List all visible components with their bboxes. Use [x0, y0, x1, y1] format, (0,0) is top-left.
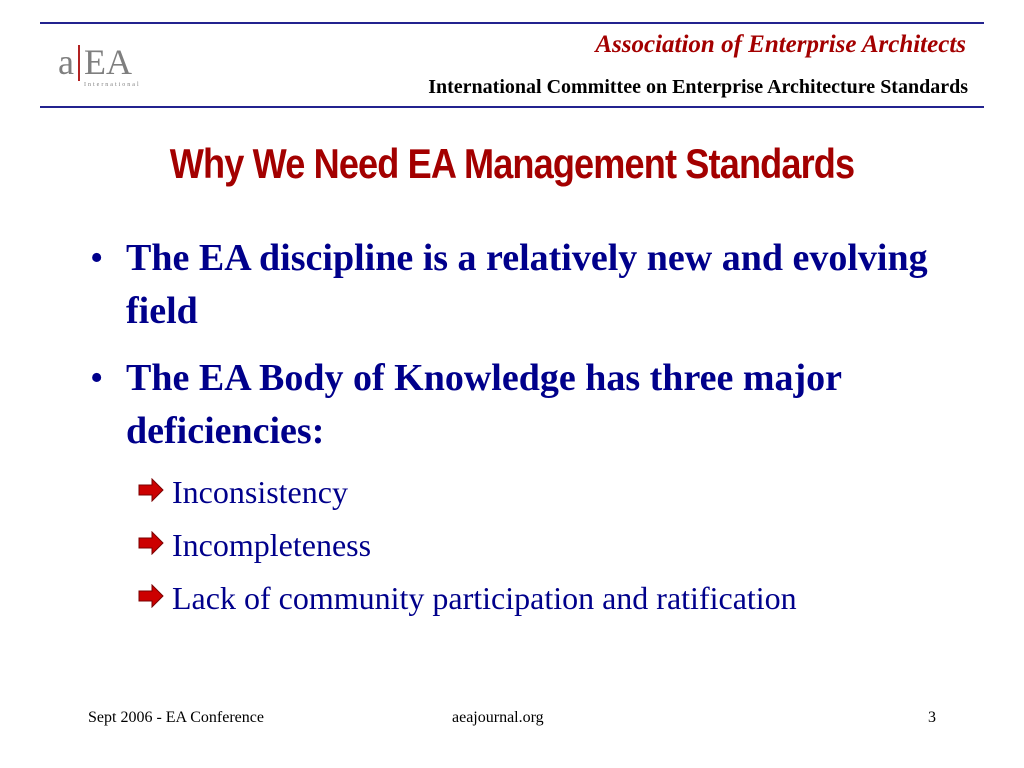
sub-bullet-item: [138, 521, 838, 569]
logo-ea-block: [84, 42, 141, 88]
logo-divider: [78, 45, 80, 81]
aea-logo: [58, 42, 141, 90]
footer-center-text: aeajournal.org: [452, 709, 544, 726]
sub-bullet-item: [138, 574, 838, 622]
red-arrow-icon: [138, 584, 164, 608]
bullet-text: The EA Body of Knowledge has three major deficiencies:: [126, 357, 842, 452]
page-number: 3: [928, 709, 936, 726]
bullet-item: [90, 232, 950, 338]
footer-left-text: Sept 2006 - EA Conference: [88, 709, 264, 726]
logo-letters-ea: EA: [83, 42, 132, 82]
bullet-item: [90, 352, 950, 458]
logo-subtitle: International: [83, 82, 141, 88]
committee-name: International Committee on Enterprise Architecture Standards: [428, 76, 968, 98]
logo-letter-a: a: [58, 42, 74, 82]
slide-title: Why We Need EA Management Standards: [169, 140, 855, 187]
main-bullet-list: [90, 232, 950, 472]
sub-bullet-text: Incompleteness: [172, 527, 372, 563]
organization-name: Association of Enterprise Architects: [595, 31, 966, 58]
header-top-rule: [40, 22, 984, 24]
bullet-dot: •: [90, 357, 104, 399]
sub-bullet-item: [138, 468, 838, 516]
sub-bullet-list: [138, 468, 838, 627]
sub-bullet-text: Inconsistency: [172, 474, 348, 510]
bullet-text: The EA discipline is a relatively new and evolving field: [126, 237, 928, 332]
sub-bullet-text: Lack of community participation and ratification: [172, 580, 797, 616]
red-arrow-icon: [138, 531, 164, 555]
bullet-dot: •: [90, 237, 104, 279]
red-arrow-icon: [138, 478, 164, 502]
header-bottom-rule: [40, 106, 984, 108]
